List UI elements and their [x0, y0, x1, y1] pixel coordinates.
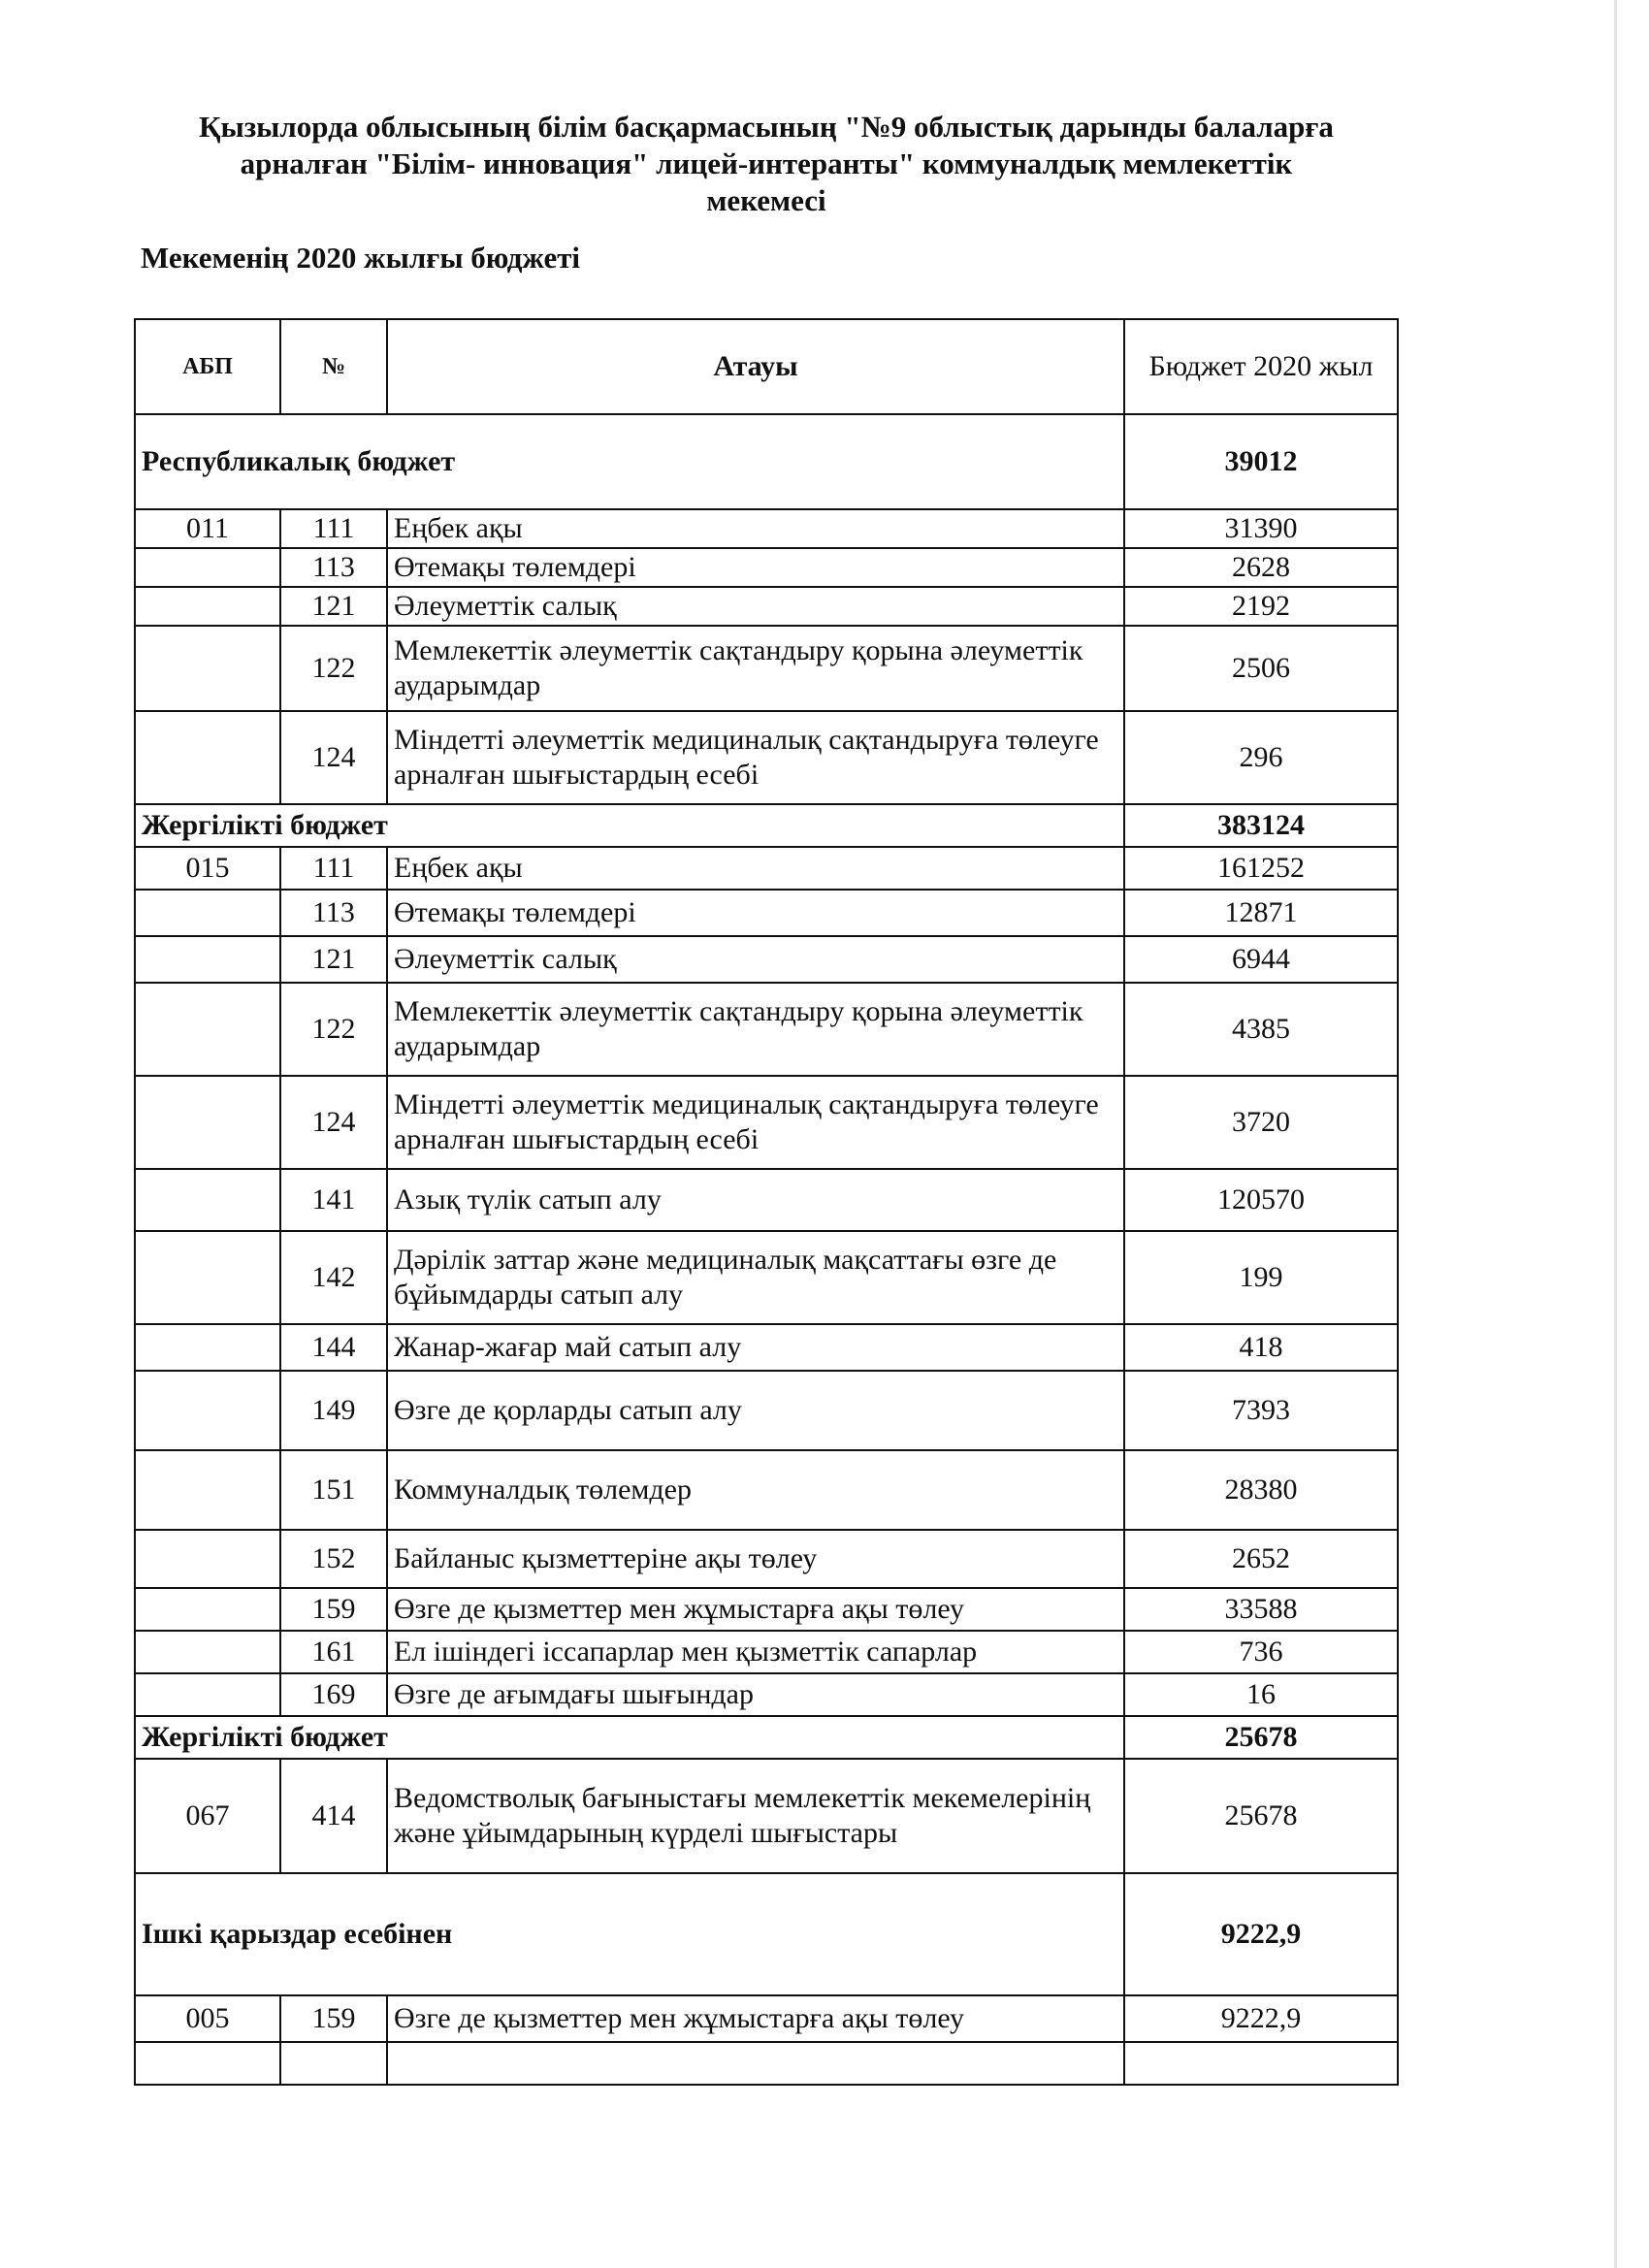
cell-name: Еңбек ақы [387, 509, 1124, 548]
cell-name: Әлеуметтік салық [387, 936, 1124, 983]
heading-line-3: мекемесі [706, 183, 826, 217]
cell-name: Өзге де қорларды сатып алу [387, 1371, 1124, 1450]
budget-subtitle: Мекеменің 2020 жылғы бюджеті [141, 241, 581, 275]
section-total: 39012 [1124, 414, 1398, 509]
section-total: 25678 [1124, 1716, 1398, 1759]
cell-name: Өзге де қызметтер мен жұмыстарға ақы төлеу [387, 1588, 1124, 1631]
cell-abp [135, 587, 280, 626]
cell-amount: 16 [1124, 1673, 1398, 1716]
cell-amount: 161252 [1124, 847, 1398, 890]
cell-abp [135, 1588, 280, 1631]
cell-number: 152 [280, 1530, 387, 1588]
table-row [135, 1530, 1398, 1588]
cell-number: 124 [280, 1076, 387, 1169]
cell-name: Міндетті әлеуметтік медициналық сақтандыруға төлеуге арналған шығыстардың есебі [387, 711, 1124, 804]
table-row [135, 626, 1398, 711]
cell-number: 141 [280, 1169, 387, 1231]
cell-amount: 6944 [1124, 936, 1398, 983]
cell-amount: 2628 [1124, 548, 1398, 587]
table-row [135, 1588, 1398, 1631]
column-header-name: Атауы [387, 319, 1124, 414]
budget-table [134, 318, 1399, 2086]
cell-name: Өтемақы төлемдері [387, 548, 1124, 587]
table-row [135, 983, 1398, 1076]
cell-abp [135, 1231, 280, 1324]
column-header-budget: Бюджет 2020 жыл [1124, 319, 1398, 414]
cell-name: Өтемақы төлемдері [387, 890, 1124, 936]
section-row-republican [135, 414, 1398, 509]
cell-name: Өзге де ағымдағы шығындар [387, 1673, 1124, 1716]
cell-amount: 7393 [1124, 1371, 1398, 1450]
cell-amount: 2192 [1124, 587, 1398, 626]
cell-abp [135, 1450, 280, 1530]
cell-name: Әлеуметтік салық [387, 587, 1124, 626]
cell-amount: 31390 [1124, 509, 1398, 548]
cell-abp [135, 1631, 280, 1673]
cell-number: 122 [280, 983, 387, 1076]
table-row [135, 1673, 1398, 1716]
cell-amount: 418 [1124, 1324, 1398, 1371]
cell-amount: 28380 [1124, 1450, 1398, 1530]
table-row [135, 1076, 1398, 1169]
cell-number: 121 [280, 936, 387, 983]
cell-number: 113 [280, 890, 387, 936]
cell-amount [1124, 2042, 1398, 2085]
table-row [135, 587, 1398, 626]
cell-name: Еңбек ақы [387, 847, 1124, 890]
cell-name: Ел ішіндегі іссапарлар мен қызметтік сапарлар [387, 1631, 1124, 1673]
cell-abp: 067 [135, 1759, 280, 1873]
table-row [135, 548, 1398, 587]
table-row [135, 1759, 1398, 1873]
section-label: Республикалық бюджет [135, 414, 1124, 509]
cell-abp [135, 548, 280, 587]
cell-name: Мемлекеттік әлеуметтік сақтандыру қорына әлеуметтік аударымдар [387, 983, 1124, 1076]
table-header-row [135, 319, 1398, 414]
cell-name: Коммуналдық төлемдер [387, 1450, 1124, 1530]
cell-name: Азық түлік сатып алу [387, 1169, 1124, 1231]
cell-name: Байланыс қызметтеріне ақы төлеу [387, 1530, 1124, 1588]
cell-number [280, 2042, 387, 2085]
section-row-local [135, 804, 1398, 847]
table-row [135, 1631, 1398, 1673]
heading-line-2: арналған "Білім- инновация" лицей-интеранты" коммуналдық мемлекеттік [240, 146, 1293, 180]
cell-abp [135, 626, 280, 711]
cell-number: 121 [280, 587, 387, 626]
table-row [135, 890, 1398, 936]
cell-abp [135, 1324, 280, 1371]
cell-number: 169 [280, 1673, 387, 1716]
table-row [135, 509, 1398, 548]
cell-abp: 005 [135, 1995, 280, 2042]
cell-abp [135, 983, 280, 1076]
cell-amount: 296 [1124, 711, 1398, 804]
cell-number: 111 [280, 509, 387, 548]
cell-amount: 12871 [1124, 890, 1398, 936]
cell-name: Дәрілік заттар және медициналық мақсаттағы өзге де бұйымдарды сатып алу [387, 1231, 1124, 1324]
cell-amount: 33588 [1124, 1588, 1398, 1631]
section-row-internal-loans [135, 1873, 1398, 1995]
cell-name: Жанар-жағар май сатып алу [387, 1324, 1124, 1371]
cell-abp: 015 [135, 847, 280, 890]
cell-number: 414 [280, 1759, 387, 1873]
cell-number: 111 [280, 847, 387, 890]
section-total: 383124 [1124, 804, 1398, 847]
cell-abp [135, 936, 280, 983]
section-total: 9222,9 [1124, 1873, 1398, 1995]
cell-number: 142 [280, 1231, 387, 1324]
table-row-empty [135, 2042, 1398, 2085]
section-label: Жергілікті бюджет [135, 1716, 1124, 1759]
cell-abp [135, 1076, 280, 1169]
cell-number: 113 [280, 548, 387, 587]
table-row [135, 1231, 1398, 1324]
cell-amount: 25678 [1124, 1759, 1398, 1873]
cell-amount: 9222,9 [1124, 1995, 1398, 2042]
cell-number: 159 [280, 1588, 387, 1631]
cell-name: Ведомстволық бағыныстағы мемлекеттік мекемелерінің және ұйымдарының күрделі шығыстары [387, 1759, 1124, 1873]
cell-abp [135, 711, 280, 804]
cell-amount: 199 [1124, 1231, 1398, 1324]
cell-abp [135, 1673, 280, 1716]
table-row [135, 847, 1398, 890]
document-heading [107, 109, 1426, 219]
column-header-number: № [280, 319, 387, 414]
table-row [135, 936, 1398, 983]
cell-name [387, 2042, 1124, 2085]
cell-number: 159 [280, 1995, 387, 2042]
cell-abp: 011 [135, 509, 280, 548]
section-label: Ішкі қарыздар есебінен [135, 1873, 1124, 1995]
cell-amount: 2652 [1124, 1530, 1398, 1588]
cell-abp [135, 1169, 280, 1231]
table-row [135, 1995, 1398, 2042]
cell-name: Мемлекеттік әлеуметтік сақтандыру қорына әлеуметтік аударымдар [387, 626, 1124, 711]
cell-number: 149 [280, 1371, 387, 1450]
cell-number: 122 [280, 626, 387, 711]
heading-line-1: Қызылорда облысының білім басқармасының "№9 облыстық дарынды балаларға [199, 110, 1334, 144]
cell-amount: 736 [1124, 1631, 1398, 1673]
scan-edge-shadow [1614, 0, 1617, 2268]
cell-abp [135, 1371, 280, 1450]
column-header-abp: АБП [135, 319, 280, 414]
cell-name: Міндетті әлеуметтік медициналық сақтандыруға төлеуге арналған шығыстардың есебі [387, 1076, 1124, 1169]
cell-amount: 4385 [1124, 983, 1398, 1076]
cell-name: Өзге де қызметтер мен жұмыстарға ақы төлеу [387, 1995, 1124, 2042]
cell-amount: 2506 [1124, 626, 1398, 711]
cell-amount: 3720 [1124, 1076, 1398, 1169]
cell-number: 161 [280, 1631, 387, 1673]
section-row-local-capital [135, 1716, 1398, 1759]
section-label: Жергілікті бюджет [135, 804, 1124, 847]
table-row [135, 711, 1398, 804]
table-row [135, 1371, 1398, 1450]
cell-abp [135, 890, 280, 936]
cell-abp [135, 1530, 280, 1588]
table-row [135, 1450, 1398, 1530]
cell-number: 124 [280, 711, 387, 804]
table-row [135, 1324, 1398, 1371]
table-row [135, 1169, 1398, 1231]
cell-number: 151 [280, 1450, 387, 1530]
cell-abp [135, 2042, 280, 2085]
cell-number: 144 [280, 1324, 387, 1371]
cell-amount: 120570 [1124, 1169, 1398, 1231]
